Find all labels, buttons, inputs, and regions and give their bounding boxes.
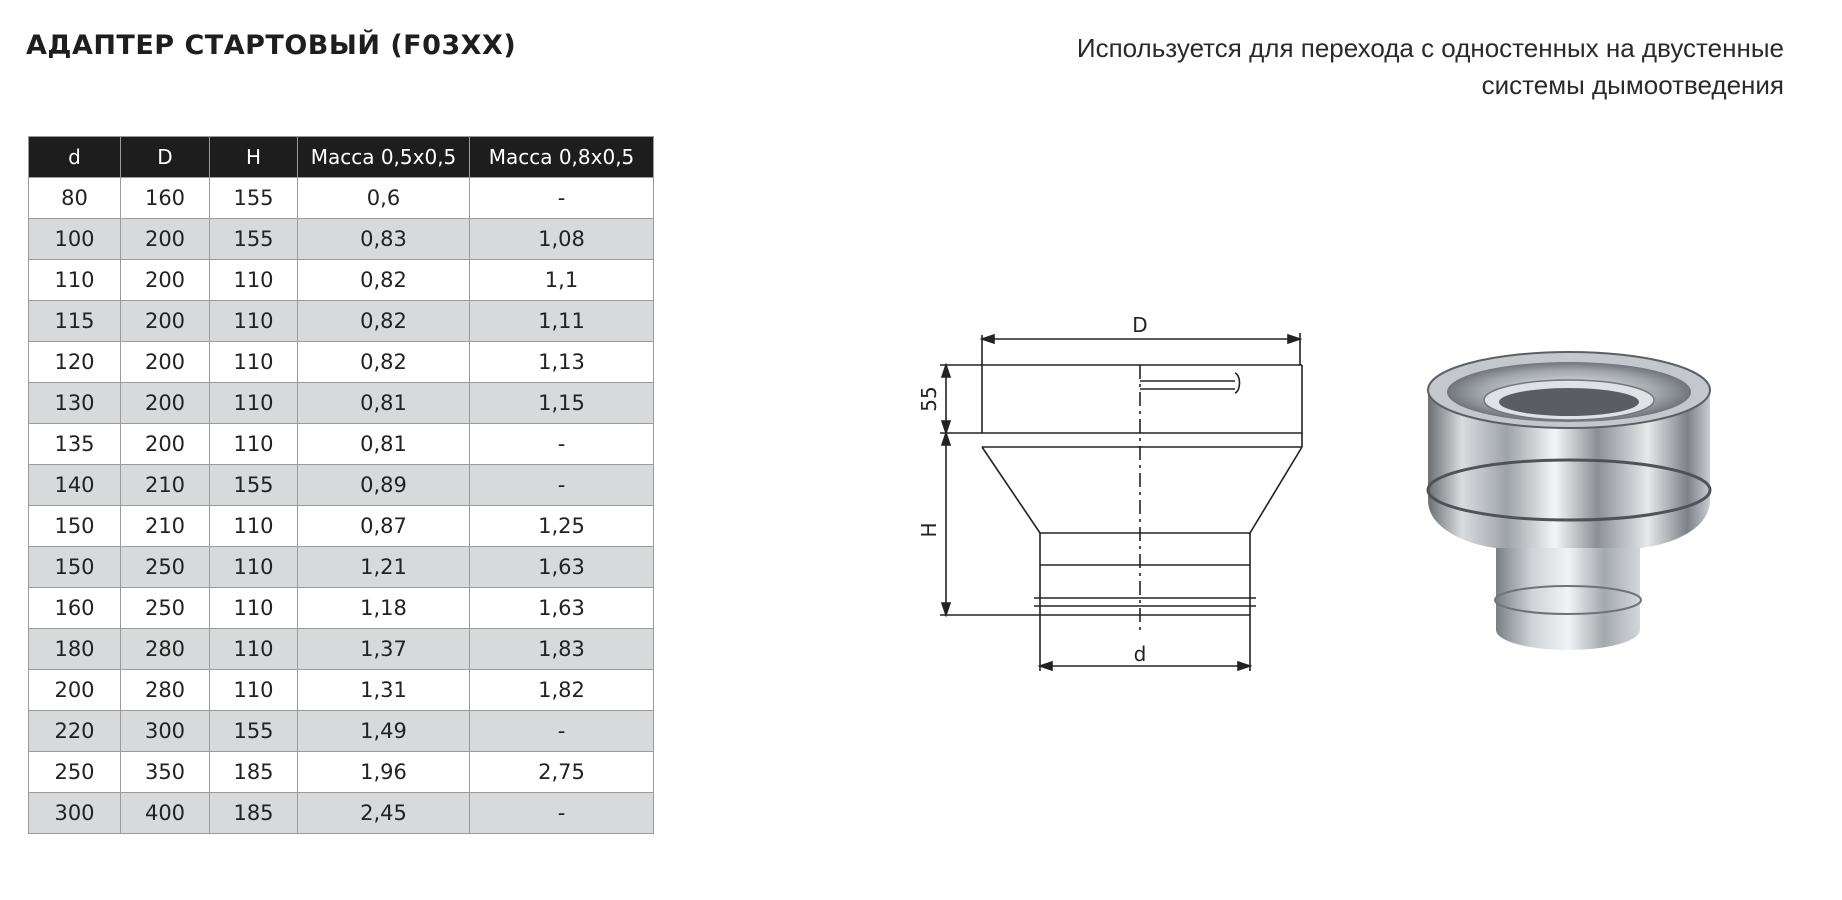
table-cell: -: [470, 178, 654, 219]
table-cell: 110: [210, 588, 298, 629]
table-cell: 110: [210, 670, 298, 711]
table-cell: 155: [210, 711, 298, 752]
table-cell: -: [470, 793, 654, 834]
table-row: [29, 260, 654, 301]
table-cell: 1,1: [470, 260, 654, 301]
table-cell: 0,83: [298, 219, 470, 260]
table-cell: 210: [121, 465, 210, 506]
table-cell: 140: [29, 465, 121, 506]
table-cell: 110: [210, 424, 298, 465]
table-cell: -: [470, 711, 654, 752]
table-cell: 1,82: [470, 670, 654, 711]
table-cell: 200: [121, 219, 210, 260]
table-cell: -: [470, 465, 654, 506]
table-cell: 0,81: [298, 383, 470, 424]
table-cell: 1,11: [470, 301, 654, 342]
table-row: [29, 793, 654, 834]
cone-right: [1250, 447, 1302, 533]
header-d: d: [29, 137, 121, 178]
label-d: d: [1133, 642, 1147, 666]
table-cell: 1,63: [470, 547, 654, 588]
arrow-H-top: [942, 433, 950, 445]
table-cell: 1,15: [470, 383, 654, 424]
table-cell: 200: [121, 342, 210, 383]
table-cell: 200: [121, 424, 210, 465]
table-cell: 155: [210, 178, 298, 219]
arrow-left-d: [1040, 662, 1052, 670]
table-cell: 0,81: [298, 424, 470, 465]
inner-pipe-hole: [1499, 388, 1639, 416]
header-mass-08: Масса 0,8х0,5: [470, 137, 654, 178]
arrow-right-D: [1288, 335, 1300, 343]
table-cell: 210: [121, 506, 210, 547]
table-row: [29, 465, 654, 506]
table-cell: 110: [210, 629, 298, 670]
table-cell: 1,49: [298, 711, 470, 752]
table-cell: 185: [210, 793, 298, 834]
table-cell: 110: [210, 506, 298, 547]
arrow-left-D: [982, 335, 994, 343]
table-row: [29, 588, 654, 629]
table-cell: 120: [29, 342, 121, 383]
table-cell: 1,13: [470, 342, 654, 383]
table-cell: 155: [210, 219, 298, 260]
table-cell: 0,89: [298, 465, 470, 506]
table-cell: 1,21: [298, 547, 470, 588]
table-cell: 0,82: [298, 260, 470, 301]
table-cell: 155: [210, 465, 298, 506]
lower-pipe: [1496, 545, 1640, 650]
description-line-1: Используется для перехода с одностенных на двустенные: [1076, 33, 1784, 63]
table-cell: 1,96: [298, 752, 470, 793]
table-cell: 80: [29, 178, 121, 219]
table-cell: 160: [121, 178, 210, 219]
label-55: 55: [917, 386, 941, 412]
table-cell: 110: [210, 342, 298, 383]
arrow-H-bottom: [942, 603, 950, 615]
table-cell: 150: [29, 506, 121, 547]
table-cell: 250: [121, 547, 210, 588]
table-cell: 200: [121, 301, 210, 342]
table-cell: 280: [121, 670, 210, 711]
table-cell: 250: [29, 752, 121, 793]
table-row: [29, 342, 654, 383]
table-cell: 1,08: [470, 219, 654, 260]
table-body: [29, 178, 654, 834]
table-cell: 200: [29, 670, 121, 711]
label-D: D: [1132, 315, 1148, 337]
table-cell: 115: [29, 301, 121, 342]
table-cell: 400: [121, 793, 210, 834]
table-row: [29, 711, 654, 752]
table-header-row: [29, 137, 654, 178]
table-cell: 2,75: [470, 752, 654, 793]
table-cell: 280: [121, 629, 210, 670]
table-cell: 220: [29, 711, 121, 752]
table-cell: 0,82: [298, 342, 470, 383]
table-row: [29, 301, 654, 342]
table-cell: 1,63: [470, 588, 654, 629]
table-cell: 160: [29, 588, 121, 629]
table-cell: 110: [29, 260, 121, 301]
table-cell: 110: [210, 547, 298, 588]
table-cell: 200: [121, 260, 210, 301]
table-cell: 2,45: [298, 793, 470, 834]
table-cell: 1,31: [298, 670, 470, 711]
table-cell: 130: [29, 383, 121, 424]
table-cell: 135: [29, 424, 121, 465]
table-cell: 1,25: [470, 506, 654, 547]
page-title: АДАПТЕР СТАРТОВЫЙ (F03XX): [26, 30, 517, 61]
table-cell: 350: [121, 752, 210, 793]
table-cell: 250: [121, 588, 210, 629]
product-photo: [1410, 330, 1730, 660]
table-cell: 110: [210, 301, 298, 342]
table-cell: 185: [210, 752, 298, 793]
table-cell: 150: [29, 547, 121, 588]
table-row: [29, 219, 654, 260]
table-row: [29, 178, 654, 219]
table-cell: 110: [210, 383, 298, 424]
product-description: [884, 30, 1784, 104]
table-cell: 1,18: [298, 588, 470, 629]
description-line-2: системы дымоотведения: [1481, 70, 1784, 100]
table-row: [29, 670, 654, 711]
table-cell: 0,87: [298, 506, 470, 547]
table-row: [29, 629, 654, 670]
table-cell: 0,6: [298, 178, 470, 219]
table-cell: 300: [121, 711, 210, 752]
table-cell: 200: [121, 383, 210, 424]
header-mass-05: Масса 0,5х0,5: [298, 137, 470, 178]
table-row: [29, 547, 654, 588]
table-cell: 1,37: [298, 629, 470, 670]
arrow-55-top: [942, 365, 950, 377]
bead-curve: [1235, 373, 1240, 393]
spec-table: [28, 136, 654, 834]
header-H: H: [210, 137, 298, 178]
label-H: H: [917, 522, 941, 538]
cone-left: [982, 447, 1040, 533]
table-cell: 0,82: [298, 301, 470, 342]
technical-drawing: [910, 315, 1310, 685]
arrow-right-d: [1238, 662, 1250, 670]
table-row: [29, 424, 654, 465]
table-cell: -: [470, 424, 654, 465]
table-cell: 180: [29, 629, 121, 670]
table-cell: 1,83: [470, 629, 654, 670]
table-cell: 110: [210, 260, 298, 301]
table-cell: 300: [29, 793, 121, 834]
table-row: [29, 383, 654, 424]
table-row: [29, 752, 654, 793]
table-cell: 100: [29, 219, 121, 260]
table-row: [29, 506, 654, 547]
header-D: D: [121, 137, 210, 178]
